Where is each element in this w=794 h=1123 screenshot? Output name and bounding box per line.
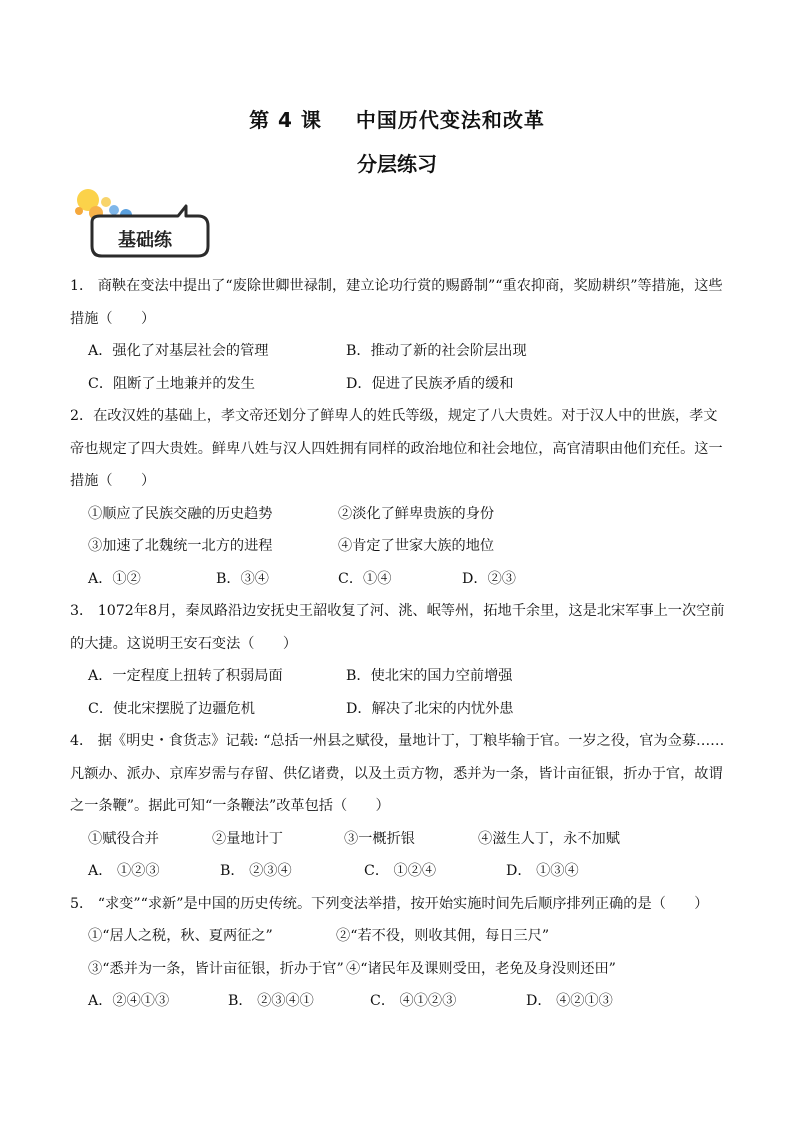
section-badge-label: 基础练 [118,230,172,251]
question-stem: 3． 1072年8月，秦凤路沿边安抚史王韶收复了河、洮、岷等州，拓地千余里，这是北宋军事上一次空前的大捷。这说明王安石变法（ ） [70,603,725,652]
option-a: A． ①②③ [88,863,160,879]
statement-3: ③加速了北魏统一北方的进程 [88,538,273,554]
option-b: B．推动了新的社会阶层出现 [346,343,527,359]
statement-4: ④滋生人丁，永不加赋 [478,830,620,847]
option-row [70,693,730,726]
statement-4: ④肯定了世家大族的地位 [338,538,495,554]
statement-2: ②淡化了鲜卑贵族的身份 [338,505,495,522]
option-d: D．促进了民族矛盾的缓和 [346,375,514,392]
question-stem: 4． 据《明史・食货志》记载: “总括一州县之赋役，量地计丁，丁粮毕输于官。一岁之役，官为佥募……凡额办、派办、京库岁需与存留、供亿诸费，以及土贡方物，悉并为一条，皆计亩征银，折办于官，故谓之一条鞭”。据此可知“一条鞭法”改革包括（ ） [70,733,725,814]
statement-3: ③“悉并为一条，皆计亩征银，折办于官” [88,960,344,977]
option-b: B． ②③④① [228,993,314,1009]
option-a: A．①② [88,570,141,587]
option-row [70,855,730,888]
option-row [70,660,730,693]
question-1 [70,270,730,400]
question-stem: 5． “求变”“求新”是中国的历史传统。下列变法举措，按开始实施时间先后顺序排列正确的是（ ） [70,895,709,912]
option-row [70,985,730,1018]
statement-1: ①顺应了民族交融的历史趋势 [88,505,273,522]
statement-row [70,953,730,986]
option-row [70,368,730,401]
option-a: A．一定程度上扭转了积弱局面 [88,668,283,684]
question-2 [70,400,730,595]
statement-row [70,920,730,953]
page-title: 第 4 课 中国历代变法和改革 [249,108,545,132]
statement-2: ②量地计丁 [212,830,283,847]
option-d: D． ①③④ [506,863,579,879]
question-list [70,270,730,1018]
statement-3: ③一概折银 [344,830,415,847]
option-c: C．使北宋摆脱了边疆危机 [88,700,255,717]
statement-row [70,530,730,563]
question-4 [70,725,730,888]
option-c: C． ①②④ [364,863,437,879]
option-d: D．②③ [462,570,516,587]
option-row [70,563,730,596]
option-b: B．使北宋的国力空前增强 [346,668,513,684]
page-subtitle: 分层练习 [357,152,437,176]
option-c: C． ④①②③ [370,993,457,1009]
question-5 [70,888,730,1018]
option-b: B． ②③④ [220,863,292,879]
question-3 [70,595,730,725]
option-c: C．阻断了土地兼并的发生 [88,375,255,392]
option-c: C．①④ [338,570,392,587]
option-a: A．强化了对基层社会的管理 [88,343,269,359]
question-stem: 2．在改汉姓的基础上，孝文帝还划分了鲜卑人的姓氏等级，规定了八大贵姓。对于汉人中的世族，孝文帝也规定了四大贵姓。鲜卑八姓与汉人四姓拥有同样的政治地位和社会地位，高官清职由他们充任。这一措施（ ） [70,408,723,489]
statement-2: ②“若不役，则收其佣，每日三尺” [336,928,550,944]
statement-4: ④“诸民年及课则受田，老免及身没则还田” [346,960,616,977]
statement-row [70,498,730,531]
statement-row [70,823,730,856]
statement-1: ①赋役合并 [88,830,159,847]
statement-1: ①“居人之税，秋、夏两征之” [88,928,273,944]
option-d: D．解决了北宋的内忧外患 [346,700,514,717]
option-d: D． ④②①③ [526,993,613,1009]
option-row [70,335,730,368]
question-stem: 1． 商鞅在变法中提出了“废除世卿世禄制，建立论功行赏的赐爵制”“重农抑商，奖励耕织”等措施，这些措施（ ） [70,278,723,327]
option-b: B．③④ [216,570,269,587]
option-a: A．②④①③ [88,993,170,1009]
